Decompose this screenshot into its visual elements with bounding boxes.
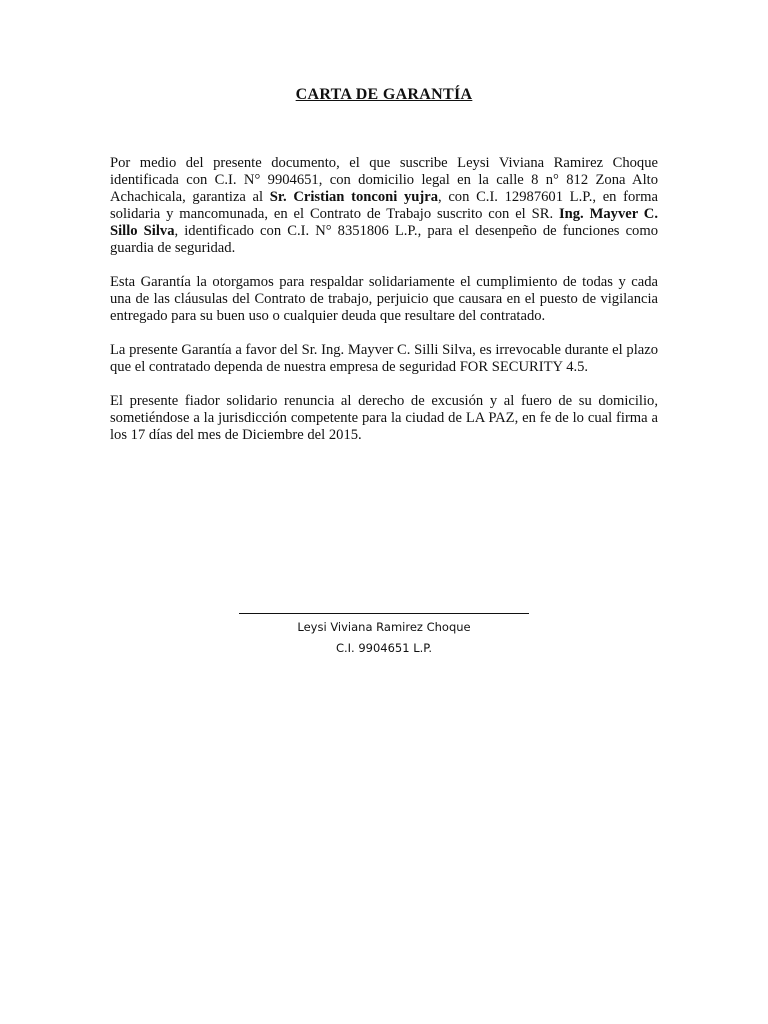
paragraph-1: [110, 155, 658, 257]
employer-name: Ing. Mayver C. Sillo Silva: [110, 206, 658, 239]
guarantor-beneficiary-name: Sr. Cristian tonconi yujra: [269, 189, 439, 205]
paragraph-1-text-1: Por medio del presente documento, el que suscribe Leysi Viviana Ramirez Choque identificada con C.I. N° 9904651, con domicilio legal en la calle 8 n° 812 Zona Alto Achachicala, garantiza al: [110, 155, 658, 205]
paragraph-2: [110, 274, 658, 325]
signature-block: [0, 602, 768, 659]
paragraph-3-text: La presente Garantía a favor del Sr. Ing. Mayver C. Silli Silva, es irrevocable durante el plazo que el contratado dependa de nuestra empresa de seguridad FOR SECURITY 4.5.: [110, 342, 658, 375]
paragraph-4: [110, 393, 658, 444]
paragraph-2-text: Esta Garantía la otorgamos para respaldar solidariamente el cumplimiento de todas y cada una de las cláusulas del Contrato de trabajo, perjuicio que causara en el puesto de vigilancia entregado para su buen uso o cualquier deuda que resultare del contratado.: [110, 274, 658, 324]
signer-ci: C.I. 9904651 L.P.: [335, 641, 433, 655]
signature-line: [239, 602, 529, 614]
paragraph-1-text-3: , identificado con C.I. N° 8351806 L.P., para el desenpeño de funciones como guardia de seguridad.: [110, 223, 658, 256]
document-title: CARTA DE GARANTÍA: [295, 86, 473, 103]
signer-name: Leysi Viviana Ramirez Choque: [297, 620, 471, 634]
paragraph-1-text-2: , con C.I. 12987601 L.P., en forma solidaria y mancomunada, en el Contrato de Trabajo suscrito con el SR.: [110, 189, 658, 222]
paragraph-3: [110, 342, 658, 376]
document-body: [110, 155, 658, 461]
paragraph-4-text: El presente fiador solidario renuncia al derecho de excusión y al fuero de su domicilio, sometiéndose a la jurisdicción competente para la ciudad de LA PAZ, en fe de lo cual firma a los 17 días del mes de Diciembre del 2015.: [110, 393, 658, 443]
